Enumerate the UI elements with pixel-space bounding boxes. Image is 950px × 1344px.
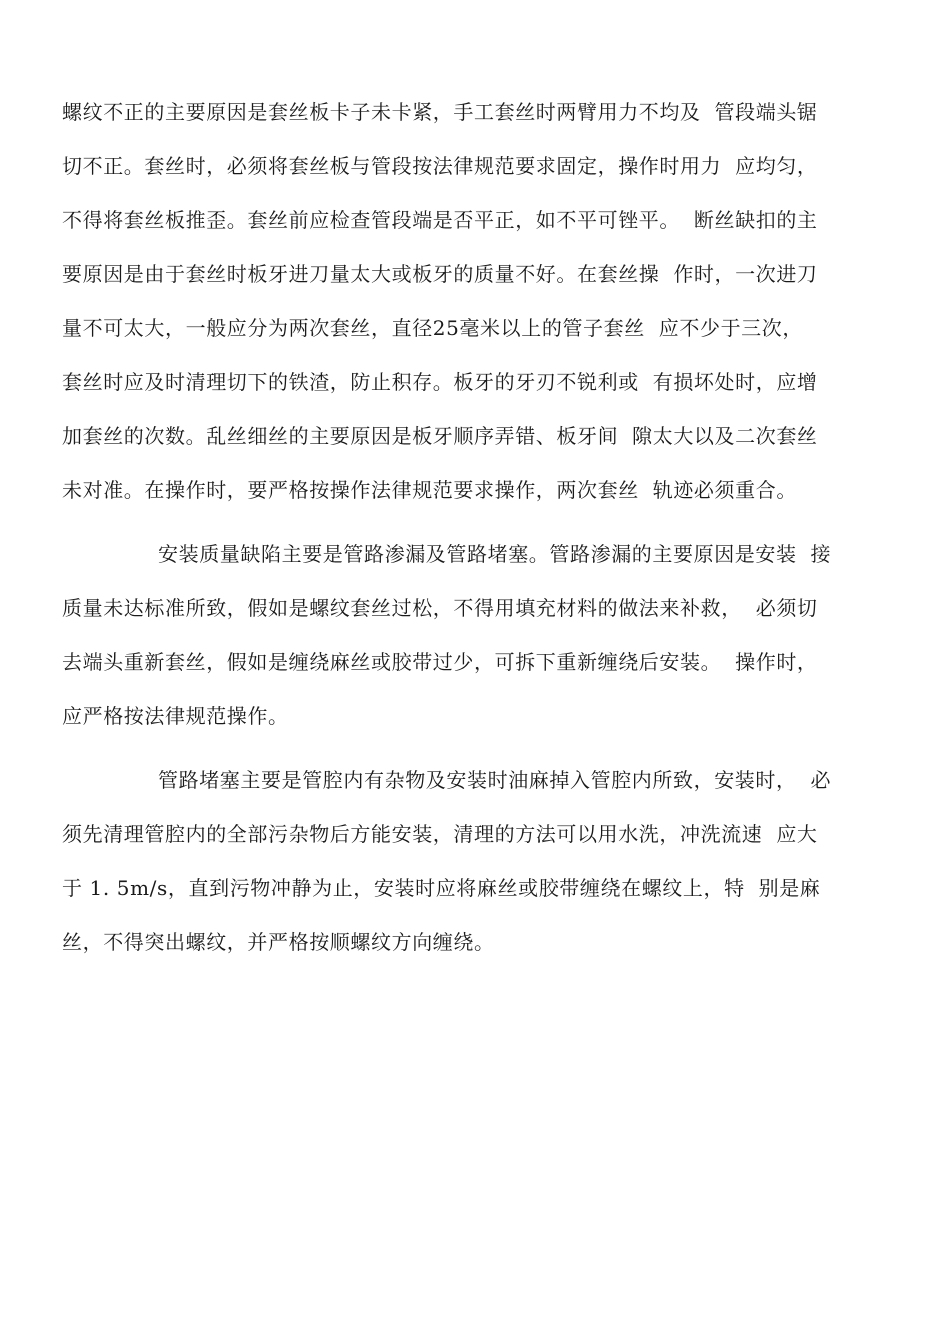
text-line: 未对准。在操作时，要严格按操作法律规范要求操作，两次套丝 轨迹必须重合。	[62, 478, 797, 502]
paragraph-thread-defects	[62, 88, 888, 520]
text-line: 切不正。套丝时，必须将套丝板与管段按法律规范要求固定，操作时用力 应均匀，	[62, 154, 818, 178]
text-line: 量不可太大，一般应分为两次套丝，直径25毫米以上的管子套丝 应不少于三次，	[62, 316, 803, 340]
text-line: 螺纹不正的主要原因是套丝板卡子未卡紧，手工套丝时两臂用力不均及 管段端头锯	[62, 100, 818, 124]
text-line: 丝，不得突出螺纹，并严格按顺螺纹方向缠绕。	[62, 930, 495, 954]
text-line: 要原因是由于套丝时板牙进刀量太大或板牙的质量不好。在套丝操 作时，一次进刀	[62, 262, 818, 286]
text-line: 管路堵塞主要是管腔内有杂物及安装时油麻掉入管腔内所致，安装时， 必	[158, 768, 832, 792]
document-body	[62, 88, 888, 972]
text-line: 不得将套丝板推歪。套丝前应检查管段端是否平正，如不平可锉平。 断丝缺扣的主	[62, 208, 818, 232]
paragraph-pipe-blockage	[62, 756, 888, 972]
text-line: 质量未达标准所致，假如是螺纹套丝过松，不得用填充材料的做法来补救， 必须切	[62, 596, 818, 620]
paragraph-spacer	[62, 746, 888, 756]
text-line: 加套丝的次数。乱丝细丝的主要原因是板牙顺序弄错、板牙间 隙太大以及二次套丝	[62, 424, 818, 448]
text-line: 于 1. 5m/s，直到污物冲静为止，安装时应将麻丝或胶带缠绕在螺纹上，特 别是麻	[62, 876, 821, 900]
text-line: 安装质量缺陷主要是管路渗漏及管路堵塞。管路渗漏的主要原因是安装 接	[158, 542, 832, 566]
paragraph-installation-defects	[62, 530, 888, 746]
text-line: 应严格按法律规范操作。	[62, 704, 289, 728]
paragraph-spacer	[62, 520, 888, 530]
text-line: 须先清理管腔内的全部污杂物后方能安装，清理的方法可以用水洗，冲洗流速 应大	[62, 822, 818, 846]
text-line: 套丝时应及时清理切下的铁渣，防止积存。板牙的牙刃不锐利或 有损坏处时，应增	[62, 370, 818, 394]
text-line: 去端头重新套丝，假如是缠绕麻丝或胶带过少，可拆下重新缠绕后安装。 操作时，	[62, 650, 818, 674]
